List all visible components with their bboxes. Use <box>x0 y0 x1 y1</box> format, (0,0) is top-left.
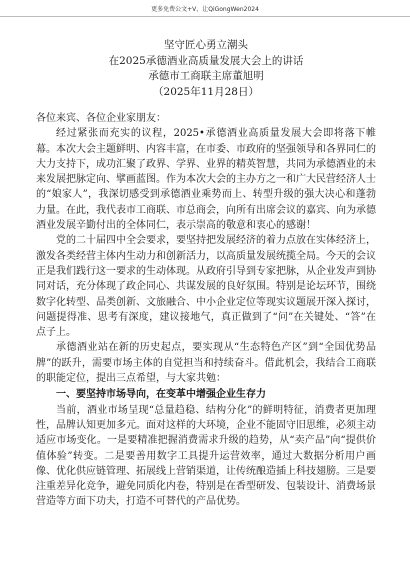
paragraph-1: 经过紧张而充实的议程，2025•承德酒业高质量发展大会即将落下帷幕。本次大会主题鲜明、内容丰富，在市委、市政府的坚强领导和各界同仁的大力支持下，成功汇聚了政界、学界、业界的精英智慧，共同为承德酒业的未来发展把脉定向、擘画蓝图。作为本次大会的主办方之一和广大民营经济人士的“娘家人”，我深切感受到承德酒业乘势而上、转型升级的强大决心和蓬勃力量。在此，我代表市工商联、市总商会，向所有出席会议的嘉宾、向为承德酒业发展辛勤付出的全体同仁，表示崇高的敬意和衷心的感谢！ <box>36 128 376 232</box>
speech-date: （2025年11月28日） <box>153 85 259 98</box>
paragraph-3: 承德酒业站在新的历史起点，要实现从“生态特色产区”到“全国优势品牌”的跃升，需要市场主体的自觉担当和持续奋斗。借此机会，我结合工商联的职能定位，提出三点希望，与大家共勉： <box>36 342 376 385</box>
paragraph-4: 当前，酒业市场呈现“总量趋稳、结构分化”的鲜明特征，消费者更加理性，品牌认知更加多元。面对这样的大环境，企业不能固守旧思维，必须主动适应市场变化。一是要精准把握消费需求升级的趋势，从“卖产品”向“提供价值体验”转变。二是要善用数字工具提升运营效率，通过大数据分析用户画像、优化供应链管理、拓展线上营销渠道，让传统酿造插上科技翅膀。三是要注重差异化竞争，避免同质化内卷，特别是在香型研发、包装设计、消费场景营造等方面下功夫，打造不可替代的产品优势。 <box>36 404 376 508</box>
speech-title: 坚守匠心勇立潮头 <box>164 39 248 51</box>
greeting: 各位来宾、各位企业家朋友： <box>36 113 166 124</box>
speaker-line: 承德市工商联主席董旭明 <box>148 70 264 82</box>
banner-text: 更多免费公文+V，让QiGongWen2024 <box>151 5 259 13</box>
document-header-banner <box>0 0 410 17</box>
paragraph-2: 党的二十届四中全会要求，要坚持把发展经济的着力点放在实体经济上，激发各类经营主体内生动力和创新活力，以高质量发展统揽全局。今天的会议正是我们践行这一要求的生动体现。从政府引导到专家把脉，从企业发声到协同对话，充分体现了政企同心、共谋发展的良好氛围。特别是论坛环节，围绕数字化转型、品类创新、文旅融合、中小企业定位等现实议题展开深入探讨，问题提得准、思考有深度，建议接地气，真正做到了“问”在关键处、“答”在点子上。 <box>36 235 376 339</box>
section-heading-1: 一、要坚持市场导向，在变革中增强企业生存力 <box>56 389 266 401</box>
speech-subtitle: 在2025承德酒业高质量发展大会上的讲话 <box>108 54 304 67</box>
document-body <box>36 38 376 510</box>
